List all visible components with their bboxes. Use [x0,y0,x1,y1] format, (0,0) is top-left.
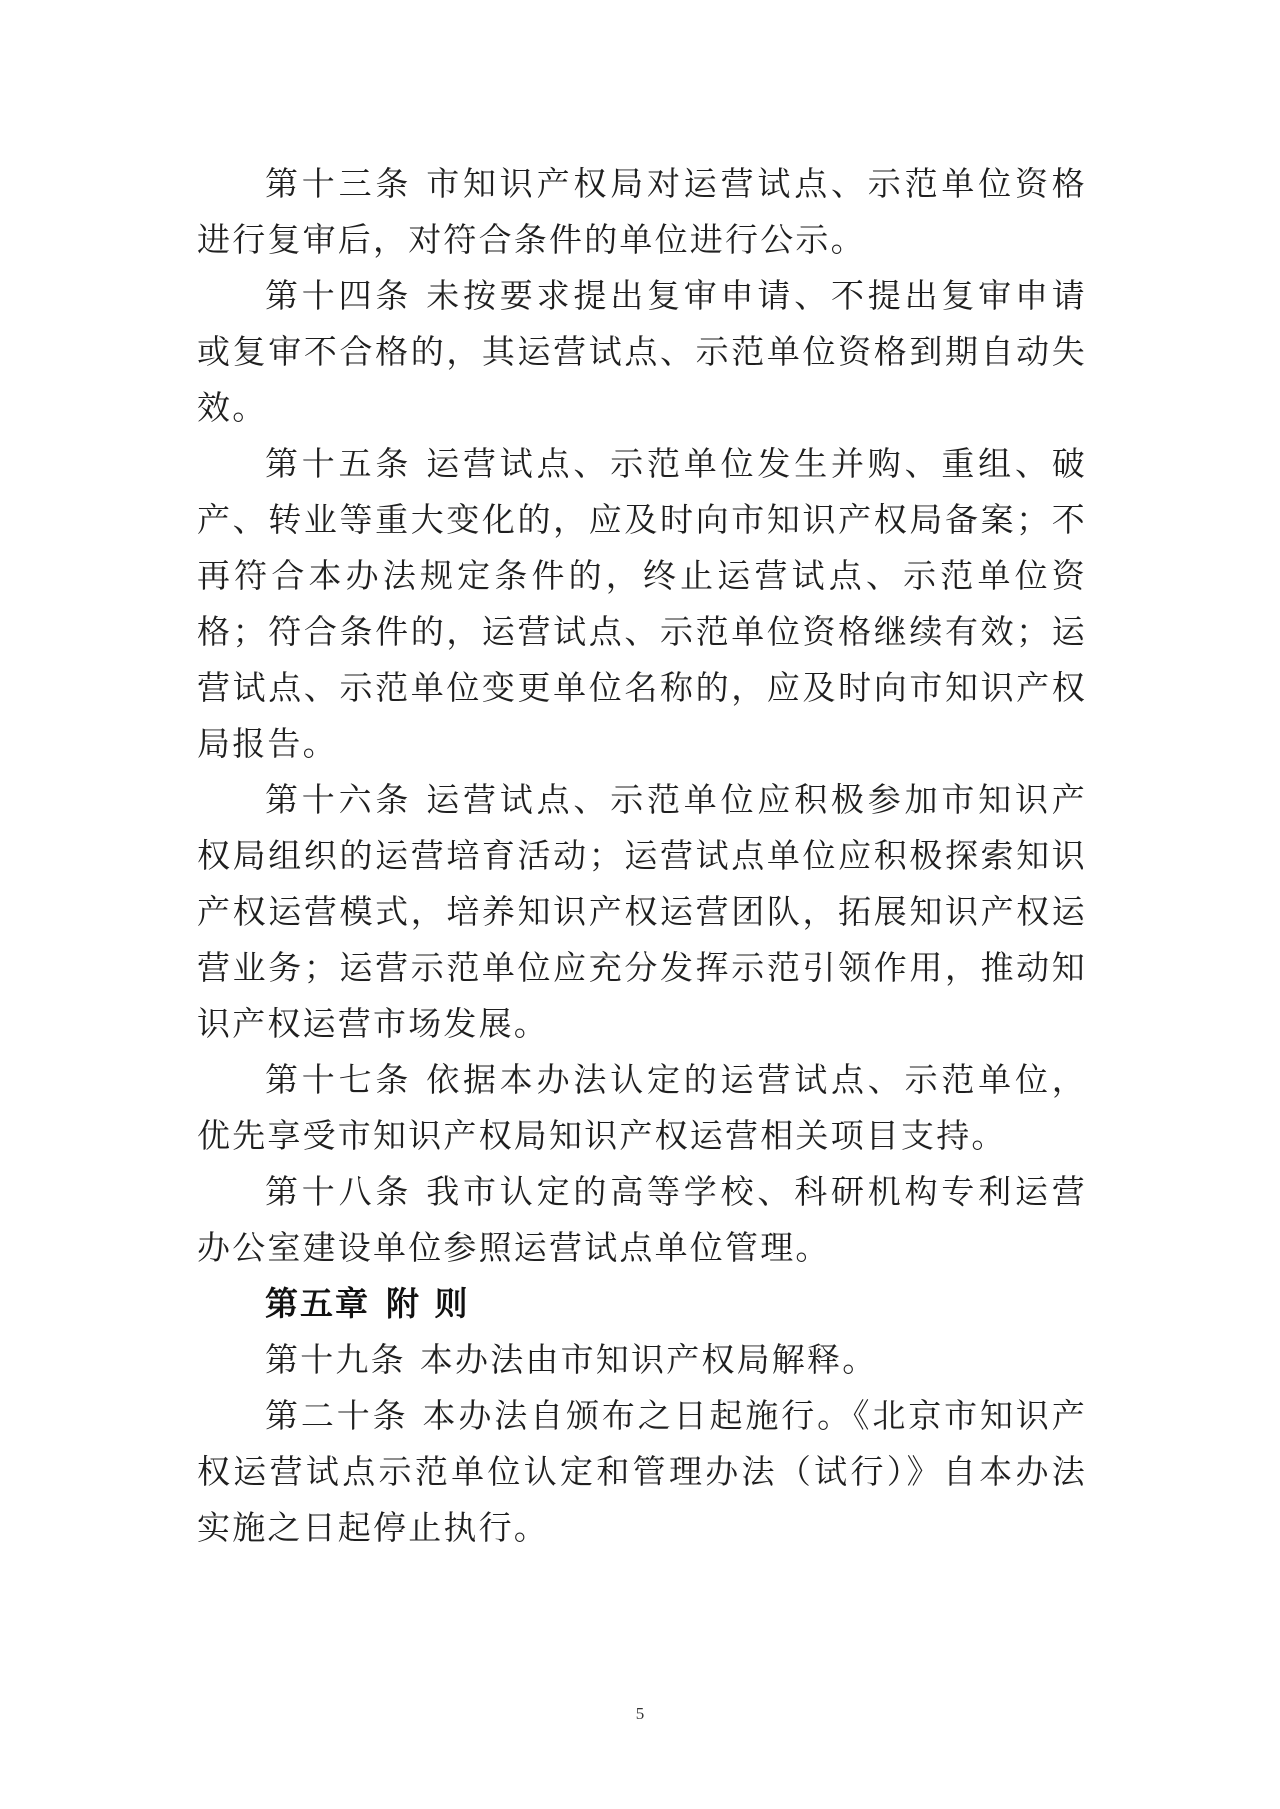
article-number: 第十五条 [265,444,413,483]
article-20 [197,1388,1087,1556]
article-text: 运营试点、示范单位应积极参加市知识产权局组织的运营培育活动；运营试点单位应积极探索知识产权运营模式，培养知识产权运营团队，拓展知识产权运营业务；运营示范单位应充分发挥示范引领作用，推动知识产权运营市场发展。 [197,780,1087,1043]
article-14 [197,268,1087,436]
article-number: 第二十条 [265,1396,409,1435]
chapter-heading [197,1276,1087,1332]
article-19 [197,1332,1087,1388]
article-text: 依据本办法认定的运营试点、示范单位，优先享受市知识产权局知识产权运营相关项目支持。 [197,1060,1087,1155]
article-number: 第十八条 [265,1172,413,1211]
article-text: 本办法自颁布之日起施行。《北京市知识产权运营试点示范单位认定和管理办法（试行）》自本办法实施之日起停止执行。 [197,1396,1087,1547]
article-number: 第十九条 [265,1340,406,1379]
article-13 [197,156,1087,268]
article-16 [197,772,1087,1052]
article-number: 第十四条 [265,276,413,315]
article-text: 本办法由市知识产权局解释。 [419,1340,878,1379]
article-18 [197,1164,1087,1276]
article-text: 市知识产权局对运营试点、示范单位资格进行复审后，对符合条件的单位进行公示。 [197,164,1087,259]
article-15 [197,436,1087,772]
article-text: 未按要求提出复审申请、不提出复审申请或复审不合格的，其运营试点、示范单位资格到期自动失效。 [197,276,1087,427]
chapter-title: 第五章 [265,1284,370,1323]
article-17 [197,1052,1087,1164]
chapter-name: 附 则 [386,1284,470,1323]
document-body [197,156,1087,1556]
article-number: 第十六条 [265,780,413,819]
article-text: 我市认定的高等学校、科研机构专利运营办公室建设单位参照运营试点单位管理。 [197,1172,1087,1267]
article-number: 第十三条 [265,164,413,203]
article-text: 运营试点、示范单位发生并购、重组、破产、转业等重大变化的，应及时向市知识产权局备案；不再符合本办法规定条件的，终止运营试点、示范单位资格；符合条件的，运营试点、示范单位资格继续有效；运营试点、示范单位变更单位名称的，应及时向市知识产权局报告。 [197,444,1087,763]
article-number: 第十七条 [265,1060,413,1099]
page-number: 5 [635,1704,645,1723]
